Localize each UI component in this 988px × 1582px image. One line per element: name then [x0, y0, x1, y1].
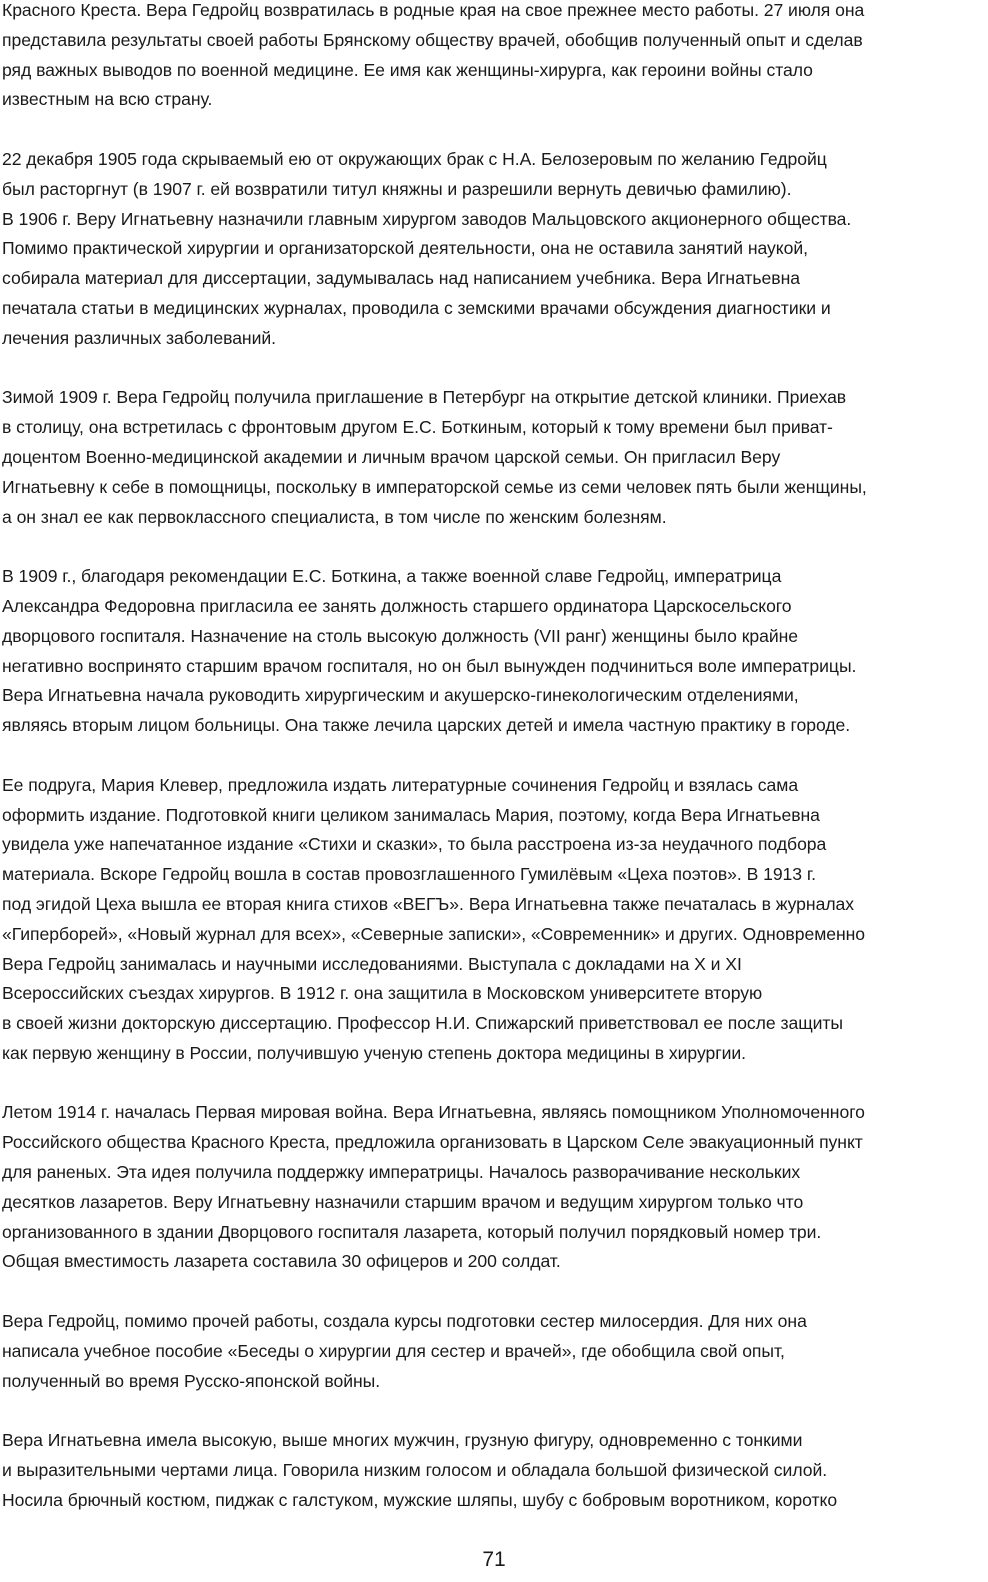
- text-line: Ее подруга, Мария Клевер, предложила издать литературные сочинения Гедройц и взялась сама: [2, 774, 799, 795]
- text-line: Зимой 1909 г. Вера Гедройц получила приглашение в Петербург на открытие детской клиники. Приехав: [2, 387, 847, 408]
- paragraph: [2, 383, 986, 532]
- text-line: Общая вместимость лазарета составила 30 офицеров и 200 солдат.: [2, 1251, 561, 1272]
- paragraph: [2, 1307, 986, 1396]
- text-line: ряд важных выводов по военной медицине. Ее имя как женщины-хирурга, как героини войны стало: [2, 59, 813, 80]
- text-line: был расторгнут (в 1907 г. ей возвратили титул княжны и разрешили вернуть девичью фамилию).: [2, 178, 792, 199]
- text-line: Помимо практической хирургии и организаторской деятельности, она не оставила занятий наукой,: [2, 238, 808, 259]
- text-body: [2, 0, 986, 1545]
- text-line: лечения различных заболеваний.: [2, 327, 276, 348]
- text-line: Всероссийских съездах хирургов. В 1912 г. она защитила в Московском университете вторую: [2, 983, 763, 1004]
- text-line: Вера Гедройц занималась и научными исследованиями. Выступала с докладами на X и XI: [2, 953, 742, 974]
- text-line: написала учебное пособие «Беседы о хирургии для сестер и врачей», где обобщила свой опыт,: [2, 1340, 785, 1361]
- paragraph: [2, 771, 986, 1069]
- text-line: Вера Игнатьевна начала руководить хирургическим и акушерско-гинекологическим отделениями,: [2, 685, 799, 706]
- text-line: 22 декабря 1905 года скрываемый ею от окружающих брак с Н.А. Белозеровым по желанию Гедройц: [2, 148, 827, 169]
- text-line: В 1906 г. Веру Игнатьевну назначили главным хирургом заводов Мальцовского акционерного общества.: [2, 208, 852, 229]
- paragraph: [2, 1098, 986, 1277]
- text-line: являясь вторым лицом больницы. Она также лечила царских детей и имела частную практику в городе.: [2, 715, 851, 736]
- text-line: а он знал ее как первоклассного специалиста, в том числе по женским болезням.: [2, 506, 667, 527]
- text-line: доцентом Военно-медицинской академии и личным врачом царской семьи. Он пригласил Веру: [2, 446, 781, 467]
- text-line: как первую женщину в России, получившую ученую степень доктора медицины в хирургии.: [2, 1042, 746, 1063]
- text-line: «Гиперборей», «Новый журнал для всех», «Северные записки», «Современник» и других. Одновременно: [2, 923, 866, 944]
- paragraph: [2, 562, 986, 741]
- text-line: полученный во время Русско-японской войны.: [2, 1370, 381, 1391]
- text-line: десятков лазаретов. Веру Игнатьевну назначили старшим врачом и ведущим хирургом только что: [2, 1191, 804, 1212]
- text-line: для раненых. Эта идея получила поддержку императрицы. Началось разворачивание нескольких: [2, 1162, 801, 1183]
- paragraph: [2, 145, 986, 354]
- text-line: представила результаты своей работы Брянскому обществу врачей, обобщив полученный опыт и сделав: [2, 29, 863, 50]
- paragraph: [2, 0, 986, 115]
- text-line: увидела уже напечатанное издание «Стихи и сказки», то была расстроена из-за неудачного подбора: [2, 834, 827, 855]
- text-line: под эгидой Цеха вышла ее вторая книга стихов «ВЕГЪ». Вера Игнатьевна также печаталась в журналах: [2, 893, 855, 914]
- text-line: известным на всю страну.: [2, 89, 213, 110]
- text-line: печатала статьи в медицинских журналах, проводила с земскими врачами обсуждения диагностики и: [2, 297, 831, 318]
- text-line: Носила брючный костюм, пиджак с галстуком, мужские шляпы, шубу с бобровым воротником, коротко: [2, 1489, 838, 1510]
- text-line: оформить издание. Подготовкой книги целиком занималась Мария, поэтому, когда Вера Игнатьевна: [2, 804, 820, 825]
- text-line: в столицу, она встретилась с фронтовым другом Е.С. Боткиным, который к тому времени был приват-: [2, 417, 833, 438]
- text-line: негативно воспринято старшим врачом госпиталя, но он был вынужден подчиниться воле императрицы.: [2, 655, 857, 676]
- text-line: Вера Гедройц, помимо прочей работы, создала курсы подготовки сестер милосердия. Для них она: [2, 1311, 807, 1332]
- text-line: Красного Креста. Вера Гедройц возвратилась в родные края на свое прежнее место работы. 27 июля она: [2, 0, 865, 20]
- text-line: и выразительными чертами лица. Говорила низким голосом и обладала большой физической силой.: [2, 1460, 828, 1481]
- text-line: Летом 1914 г. началась Первая мировая война. Вера Игнатьевна, являясь помощником Уполномоченного: [2, 1102, 865, 1123]
- paragraph: [2, 1426, 986, 1515]
- text-line: Игнатьевну к себе в помощницы, поскольку в императорской семье из семи человек пять были женщины,: [2, 476, 867, 497]
- text-line: организованного в здании Дворцового госпиталя лазарета, который получил порядковый номер три.: [2, 1221, 822, 1242]
- text-line: в своей жизни докторскую диссертацию. Профессор Н.И. Спижарский приветствовал ее после защиты: [2, 1013, 844, 1034]
- text-line: Александра Федоровна пригласила ее занять должность старшего ординатора Царскосельского: [2, 595, 792, 616]
- text-line: дворцового госпиталя. Назначение на столь высокую должность (VII ранг) женщины было крайне: [2, 625, 799, 646]
- text-line: Вера Игнатьевна имела высокую, выше многих мужчин, грузную фигуру, одновременно с тонкими: [2, 1430, 803, 1451]
- text-line: В 1909 г., благодаря рекомендации Е.С. Боткина, а также военной славе Гедройц, императрица: [2, 566, 782, 587]
- text-line: собирала материал для диссертации, задумывалась над написанием учебника. Вера Игнатьевна: [2, 268, 800, 289]
- page-number: 71: [482, 1548, 506, 1571]
- text-line: Российского общества Красного Креста, предложила организовать в Царском Селе эвакуационный пункт: [2, 1132, 863, 1153]
- text-line: материала. Вскоре Гедройц вошла в состав провозглашенного Гумилёвым «Цеха поэтов». В 1913 г.: [2, 864, 816, 885]
